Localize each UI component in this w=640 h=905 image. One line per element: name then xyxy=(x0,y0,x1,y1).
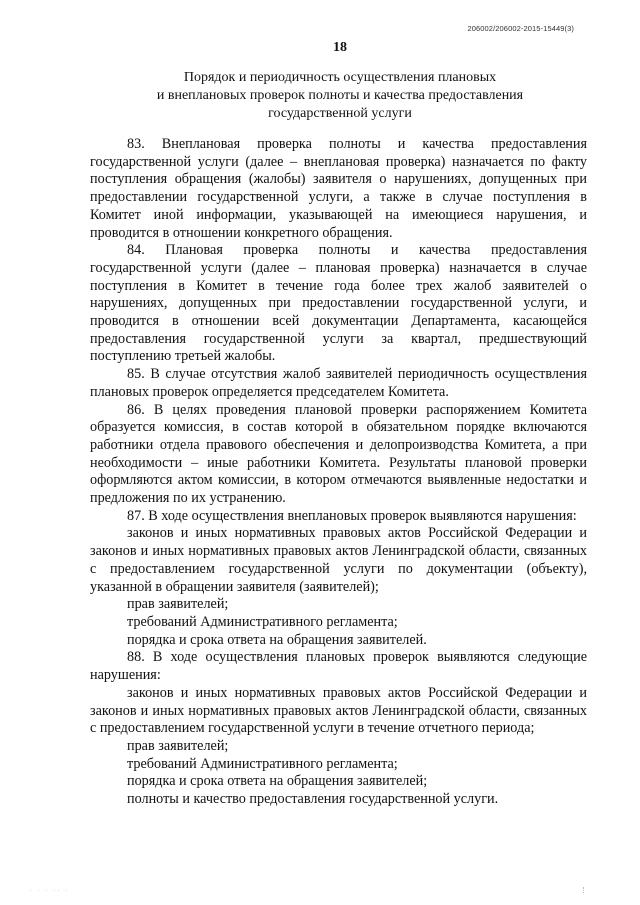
paragraph-84: 84. Плановая проверка полноты и качества предоставления государственной услуги (далее – плановая проверка) назначается в случае поступления в Комитет в течение года более трех жалоб заявителей о нарушениях, допущенных при предоставлении государственной услуги, и проводится в отношении всей документации Департамента, касающейся предоставления государственной услуги за квартал, предшествующий поступлению третьей жалобы. xyxy=(90,242,587,365)
paragraph-86: 86. В целях проведения плановой проверки распоряжением Комитета образуется комиссия, в состав которой в обязательном порядке включаются работники отдела правового обеспечения и делопроизводства Комитета, а при необходимости – иные работники Комитета. Результаты плановой проверки оформляются актом комиссии, в котором отмечаются выявленные недостатки и предложения по их устранению. xyxy=(90,401,587,507)
section-heading xyxy=(120,69,560,123)
list-item: порядка и срока ответа на обращения заявителей. xyxy=(127,631,427,648)
list-item: требований Административного регламента; xyxy=(127,755,398,772)
list-paragraph: законов и иных нормативных правовых актов Российской Федерации и законов и иных нормативных правовых актов Ленинградской области, связанных с предоставлением государственной услуги по документации (объекту), указанной в обращении заявителя (заявителей); xyxy=(90,525,587,595)
paragraph-87: 87. В ходе осуществления внеплановых проверок выявляются нарушения: xyxy=(127,507,577,524)
document-code: 206002/206002-2015-15449(3) xyxy=(467,24,574,33)
paragraph-83: 83. Внеплановая проверка полноты и качества предоставления государственной услуги (далее – внеплановая проверка) назначается по факту поступления обращения (жалобы) заявителя о нарушениях, допущенных при предоставлении государственной услуги, а также в случае поступления в Комитет иной информации, указывающей на имеющиеся нарушения, и проводится в отношении конкретного обращения. xyxy=(90,136,587,241)
list-item: порядка и срока ответа на обращения заявителей; xyxy=(127,773,428,790)
scan-noise xyxy=(583,887,588,893)
list-item: требований Административного регламента; xyxy=(127,613,398,630)
heading-line: Порядок и периодичность осуществления плановых xyxy=(183,70,497,85)
page-number: 18 xyxy=(333,40,347,55)
heading-line: государственной услуги xyxy=(268,106,412,121)
paragraph-88: 88. В ходе осуществления плановых проверок выявляются следующие нарушения: xyxy=(90,649,587,684)
heading-line: и внеплановых проверок полноты и качества предоставления xyxy=(156,88,524,103)
list-paragraph: законов и иных нормативных правовых актов Российской Федерации и законов и иных нормативных правовых актов Ленинградской области, связанных с предоставлением государственной услуги в течение отчетного периода; xyxy=(90,684,587,737)
list-item: полноты и качество предоставления государственной услуги. xyxy=(127,791,499,808)
paragraph-85: 85. В случае отсутствия жалоб заявителей периодичность осуществления плановых проверок определяется председателем Комитета. xyxy=(90,366,587,400)
scan-noise: · · · ·· · xyxy=(30,888,70,895)
list-item: прав заявителей; xyxy=(127,737,229,754)
list-item: прав заявителей; xyxy=(127,596,229,613)
document-body xyxy=(90,136,587,809)
